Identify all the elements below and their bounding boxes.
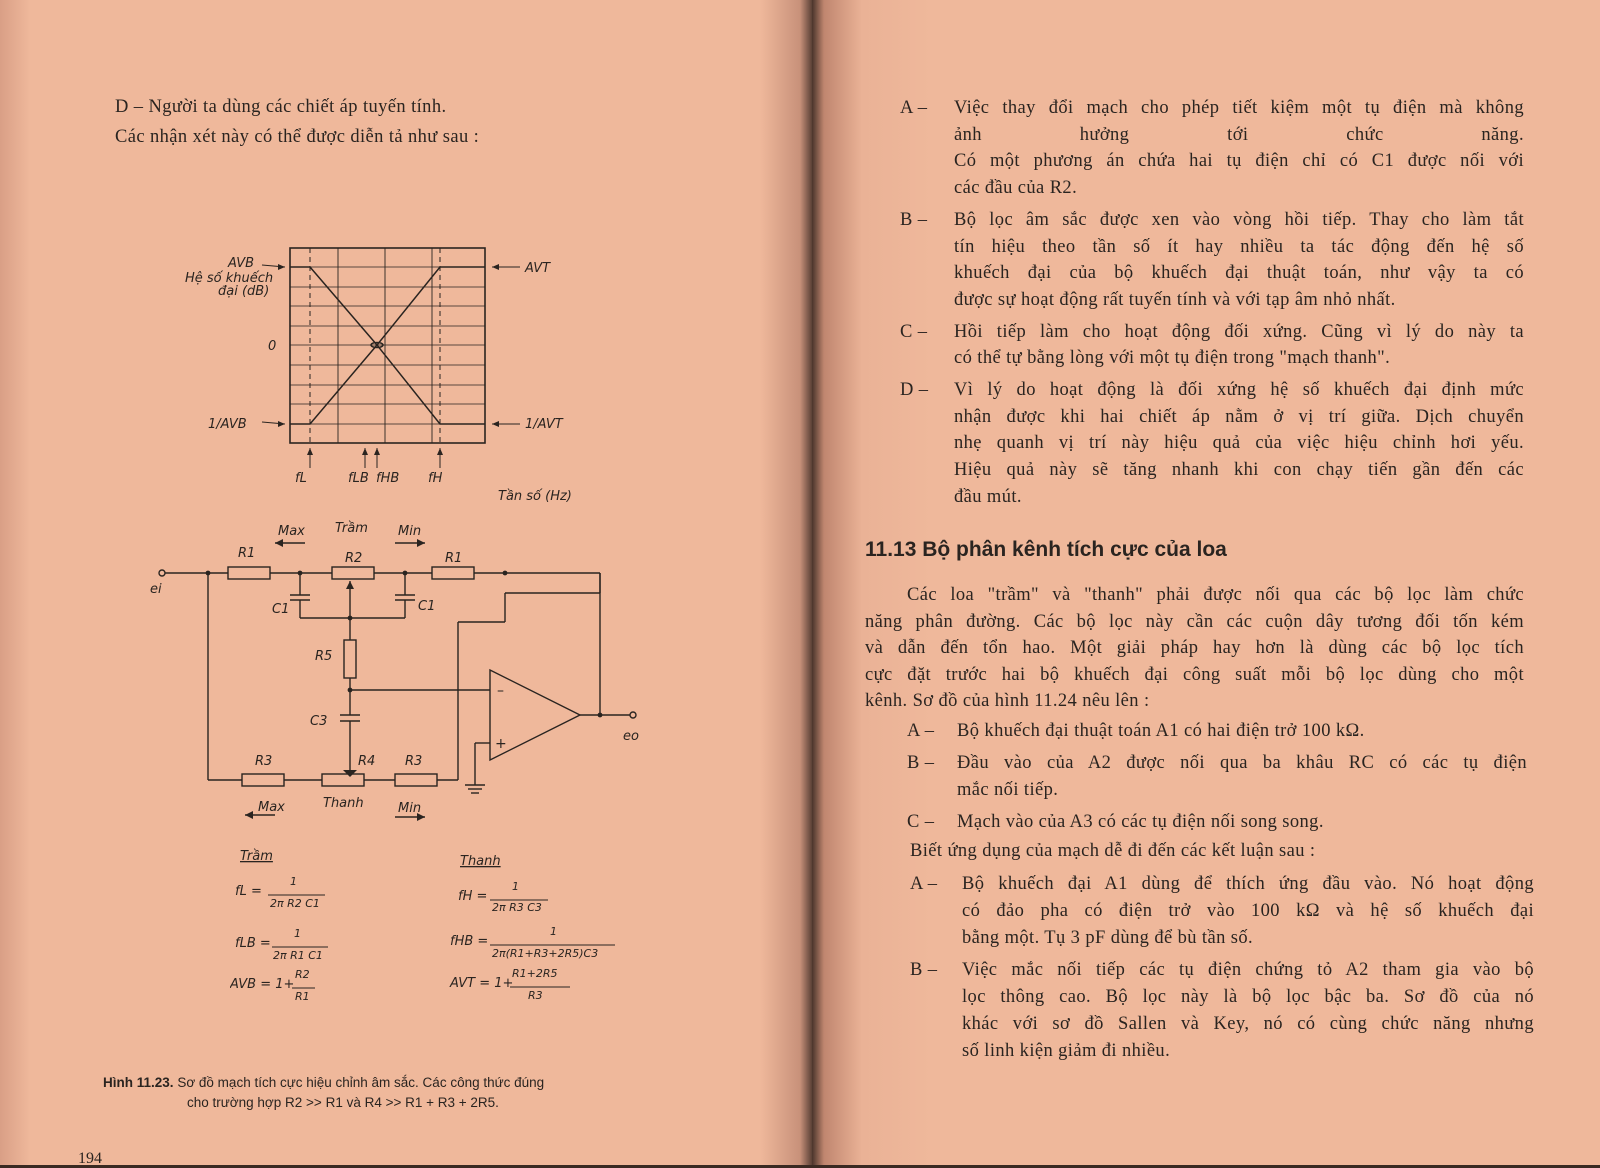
avt-label: AVT bbox=[525, 261, 551, 276]
avb-formula-lhs: AVB = 1+ bbox=[230, 977, 295, 992]
frequency-axis-label: Tần số (Hz) bbox=[498, 489, 572, 504]
item-line: có đảo pha có điện trở vào 100 kΩ và hệ số khuếch đại bbox=[962, 901, 1534, 921]
avb-formula-den: R1 bbox=[295, 990, 310, 1003]
item-line: Bộ lọc âm sắc được xen vào vòng hồi tiếp. Thay cho làm tắt bbox=[954, 209, 1524, 230]
item-line: có thể tự bằng lòng với một tụ điện trong "mạch thanh". bbox=[954, 348, 1391, 369]
item-line: Có một phương án chứa hai tụ điện chỉ có C1 được nối với bbox=[954, 151, 1524, 172]
fhb-formula-den: 2π(R1+R3+2R5)C3 bbox=[492, 947, 599, 960]
avt-formula-num: R1+2R5 bbox=[512, 967, 558, 980]
item-line: Hồi tiếp làm cho hoạt động đối xứng. Cũng vì lý do này ta bbox=[954, 321, 1524, 342]
item-line: được sự hoạt động rất tuyến tính và với tạp âm nhỏ nhất. bbox=[954, 289, 1396, 310]
thanh-formula-title: Thanh bbox=[460, 854, 501, 869]
item-line: Đầu vào của A2 được nối qua ba khâu RC có các tụ điện bbox=[957, 753, 1527, 773]
item-line: Bộ khuếch đại A1 dùng để thích ứng đầu vào. Nó hoạt động bbox=[962, 874, 1534, 894]
tone-control-circuit bbox=[140, 515, 660, 835]
gain-axis-label-2: đại (dB) bbox=[218, 284, 270, 299]
item-line: nhẹ quanh vị trí này hiệu quả của việc hiệu chỉnh hơi yếu. bbox=[954, 433, 1524, 454]
item-line: khuếch đại của bộ khuếch đại thuật toán, như vậy ta có bbox=[954, 263, 1524, 284]
flb-label: fLB bbox=[348, 471, 369, 486]
item-line: Mạch vào của A3 có các tụ điện nối song song. bbox=[957, 812, 1324, 832]
item-line: Bộ khuếch đại thuật toán A1 có hai điện trở 100 kΩ. bbox=[957, 721, 1365, 741]
item-line: Việc mắc nối tiếp các tụ điện chứng tỏ A2 tham gia vào bộ bbox=[962, 960, 1534, 980]
intro-line-2: Các nhận xét này có thể được diễn tả như sau : bbox=[115, 127, 480, 147]
inv-avb-label: 1/AVB bbox=[208, 417, 247, 432]
item-line: đầu mút. bbox=[954, 486, 1022, 507]
item-line: Hiệu quả này sẽ tăng nhanh khi con chạy tiến gần đến các bbox=[954, 460, 1524, 481]
figure-caption bbox=[103, 1073, 693, 1113]
eo-label: eo bbox=[623, 729, 639, 744]
flb-formula-num: 1 bbox=[294, 927, 301, 940]
section-heading: 11.13 Bộ phân kênh tích cực của loa bbox=[865, 538, 1227, 561]
item-line: Việc thay đổi mạch cho phép tiết kiệm một tụ điện mà không bbox=[954, 98, 1524, 118]
item-line: các đầu của R2. bbox=[954, 178, 1078, 199]
max-top-label: Max bbox=[278, 524, 305, 539]
avt-formula-lhs: AVT = 1+ bbox=[450, 976, 514, 991]
item-line: ảnh hưởng tới chức năng. bbox=[954, 124, 1524, 145]
item-label: B – bbox=[900, 209, 928, 230]
c1-right-label: C1 bbox=[418, 599, 436, 614]
fh-formula-num: 1 bbox=[512, 880, 519, 893]
item-line: nhận được khi hai chiết áp nằm ở vị trí giữa. Dịch chuyển bbox=[954, 406, 1524, 427]
gain-axis-label-1: Hệ số khuếch bbox=[185, 271, 274, 286]
formulas bbox=[230, 845, 650, 1020]
item-line: số linh kiện giảm đi nhiều. bbox=[962, 1041, 1171, 1061]
fh-label: fH bbox=[428, 471, 443, 486]
flb-formula-den: 2π R1 C1 bbox=[273, 949, 323, 962]
fhb-formula-num: 1 bbox=[550, 925, 557, 938]
min-top-label: Min bbox=[398, 524, 422, 539]
item-line: khác với sơ đồ Sallen và Key, nó có cùng chức năng nhưng bbox=[962, 1014, 1534, 1034]
min-bottom-label: Min bbox=[398, 801, 422, 816]
avt-formula-den: R3 bbox=[528, 989, 543, 1002]
r1-left-label: R1 bbox=[238, 546, 256, 561]
item-label: C – bbox=[907, 812, 935, 832]
fhb-formula-lhs: fHB = bbox=[450, 934, 489, 949]
item-line: Vì lý do hoạt động là đối xứng hệ số khuếch đại định mức bbox=[954, 380, 1524, 400]
paragraph-line: kênh. Sơ đồ của hình 11.24 nêu lên : bbox=[865, 691, 1150, 711]
fh-formula-den: 2π R3 C3 bbox=[492, 901, 542, 914]
item-label: A – bbox=[900, 98, 928, 118]
conclusion-intro: Biết ứng dụng của mạch dễ đi đến các kết luận sau : bbox=[910, 841, 1316, 861]
paragraph-line: và dẫn đến tổn hao. Một giải pháp hay hơn là dùng các bộ lọc tích bbox=[865, 638, 1524, 658]
paragraph-line: năng phân đường. Các bộ lọc này cần các cuộn dây tương đối tốn kém bbox=[865, 611, 1524, 632]
caption-label: Hình 11.23. bbox=[103, 1075, 174, 1090]
ei-label: ei bbox=[150, 582, 162, 597]
fl-formula-den: 2π R2 C1 bbox=[270, 897, 320, 910]
opamp-minus: – bbox=[497, 683, 504, 699]
max-bottom-label: Max bbox=[258, 800, 285, 815]
paragraph-line: Các loa "trầm" và "thanh" phải được nối qua các bộ lọc làm chức bbox=[907, 585, 1524, 605]
fl-label: fL bbox=[295, 471, 307, 486]
page-number: 194 bbox=[78, 1150, 102, 1167]
fl-formula-lhs: fL = bbox=[235, 884, 262, 899]
item-label: B – bbox=[907, 753, 935, 773]
r4-label: R4 bbox=[358, 754, 376, 769]
c1-left-label: C1 bbox=[272, 602, 290, 617]
tram-top-label: Trầm bbox=[335, 521, 368, 536]
avb-label: AVB bbox=[228, 256, 255, 271]
r3-left-label: R3 bbox=[255, 754, 273, 769]
item-line: bằng một. Tụ 3 pF dùng để bù tần số. bbox=[962, 928, 1254, 948]
thanh-bottom-label: Thanh bbox=[323, 796, 364, 811]
r2-label: R2 bbox=[345, 551, 363, 566]
frequency-response-graph bbox=[180, 240, 600, 510]
opamp-plus: + bbox=[495, 736, 507, 752]
item-label: A – bbox=[907, 721, 935, 741]
item-label: C – bbox=[900, 321, 928, 342]
r1-right-label: R1 bbox=[445, 551, 463, 566]
item-label: D – bbox=[900, 380, 929, 400]
c3-label: C3 bbox=[310, 714, 328, 729]
right-page bbox=[812, 0, 1600, 1165]
caption-line-2: cho trường hợp R2 >> R1 và R4 >> R1 + R3 + 2R5. bbox=[187, 1095, 499, 1110]
zero-label: 0 bbox=[268, 339, 277, 354]
fh-formula-lhs: fH = bbox=[458, 889, 488, 904]
item-line: mắc nối tiếp. bbox=[957, 780, 1059, 800]
tram-formula-title: Trầm bbox=[240, 849, 273, 864]
intro-line-1: D – Người ta dùng các chiết áp tuyến tính. bbox=[115, 97, 447, 117]
fl-formula-num: 1 bbox=[290, 875, 297, 888]
inv-avt-label: 1/AVT bbox=[525, 417, 563, 432]
caption-line-1: Sơ đồ mạch tích cực hiệu chỉnh âm sắc. Các công thức đúng bbox=[177, 1075, 545, 1090]
item-label: B – bbox=[910, 960, 938, 980]
r3-right-label: R3 bbox=[405, 754, 423, 769]
item-label: A – bbox=[910, 874, 938, 894]
r5-label: R5 bbox=[315, 649, 333, 664]
fhb-label: fHB bbox=[376, 471, 400, 486]
item-line: tín hiệu theo tần số ít hay nhiều ta tác động đến hệ số bbox=[954, 236, 1524, 257]
avb-formula-num: R2 bbox=[295, 968, 310, 981]
flb-formula-lhs: fLB = bbox=[235, 936, 271, 951]
item-line: lọc thông cao. Bộ lọc này là bộ lọc bậc ba. Sơ đồ của nó bbox=[962, 987, 1534, 1007]
paragraph-line: cực đặt trước hai bộ khuếch đại công suất mỗi bộ lọc dùng cho một bbox=[865, 664, 1524, 685]
